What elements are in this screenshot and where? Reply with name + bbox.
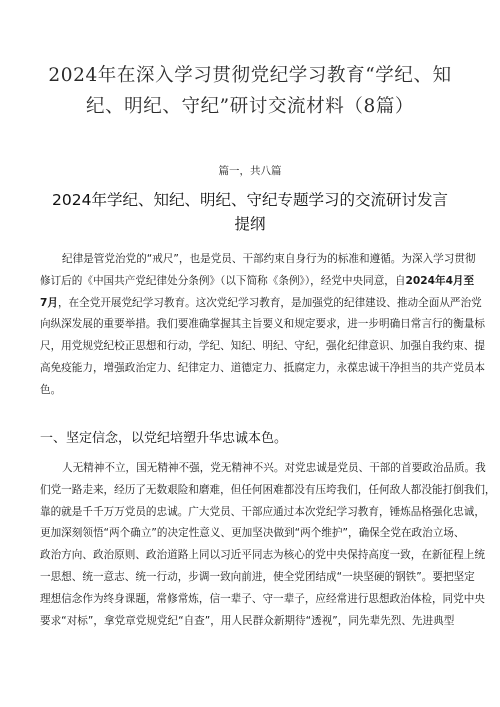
section-title-line-2: 提纲: [234, 215, 266, 233]
paragraph-line: 人无精神不立，国无精神不强，党无精神不兴。对党忠诚是党员、干部的首要政治品质。我: [62, 462, 486, 474]
section-title: [40, 188, 460, 236]
intro-paragraph: [40, 249, 485, 402]
section-heading-1: 一、坚定信念，以党纪培塑升华忠诚本色。: [40, 431, 288, 446]
paragraph-line: 更加深刻领悟“两个确立”的决定性意义、更加坚决做到“两个维护”，确保全党在政治立场、: [40, 527, 465, 540]
paragraph-text: ，在全党开展党纪学习教育。这次党纪学习教育，是加强党的纪律建设、推动全面从严治党: [57, 296, 482, 309]
paragraph-line: 理想信念作为终身课题，常修常炼，信一辈子、守一辈子，应经常进行思想政治体检，同党中央: [40, 592, 485, 605]
date-highlight: 7月: [40, 296, 58, 309]
paragraph-line: 色。: [40, 383, 62, 396]
paragraph-line: 纪律是管党治党的“戒尺”，也是党员、干部约束自身行为的标准和遵循。为深入学习贯彻: [62, 253, 476, 265]
paragraph-line: 靠的就是千千万万党员的忠诚。广大党员、干部应通过本次党纪学习教育，锤炼品格强化忠诚，: [40, 505, 485, 518]
section-title-line-1: 2024年学纪、知纪、明纪、守纪专题学习的交流研讨发言: [52, 191, 448, 209]
date-highlight: 2024年4月至: [405, 274, 475, 287]
document-title: [40, 60, 460, 122]
paragraph-line: 尺，用党规党纪校正思想和行动，学纪、知纪、明纪、守纪，强化纪律意识、加强自我约束、提: [40, 340, 485, 353]
document-title-line-2: 纪、明纪、守纪”研讨交流材料（8篇）: [85, 96, 415, 117]
paragraph-line: [40, 293, 482, 315]
paragraph-text: 修订后的《中国共产党纪律处分条例》（以下简称《条例》），经党中央同意，自: [40, 274, 406, 287]
part-label: 篇一，共八篇: [218, 165, 282, 177]
body-paragraph: [40, 458, 496, 632]
document-title-line-1: 2024年在深入学习贯彻党纪学习教育“学纪、知: [48, 65, 452, 86]
paragraph-line: 政治方向、政治原则、政治道路上同以习近平同志为核心的党中央保持高度一致，在新征程上统: [40, 549, 485, 562]
paragraph-line: 要求“对标”，拿党章党规党纪“自查”，用人民群众新期待“透视”，同先辈先烈、先进典型: [40, 614, 455, 627]
paragraph-line: [40, 271, 475, 293]
paragraph-line: 向纵深发展的重要举措。我们要准确掌握其主旨要义和规定要求，进一步明确日常言行的衡量标: [40, 318, 485, 331]
paragraph-line: 们党一路走来，经历了无数艰险和磨难，但任何困难都没有压垮我们，任何敌人都没能打倒我们，: [40, 483, 496, 496]
paragraph-line: 一思想、统一意志、统一行动，步调一致向前进，使全党团结成“一块坚硬的钢铁”。要把坚定: [40, 570, 475, 583]
paragraph-line: 高免疫能力，增强政治定力、纪律定力、道德定力、抵腐定力，永葆忠诚干净担当的共产党员本: [40, 361, 485, 374]
